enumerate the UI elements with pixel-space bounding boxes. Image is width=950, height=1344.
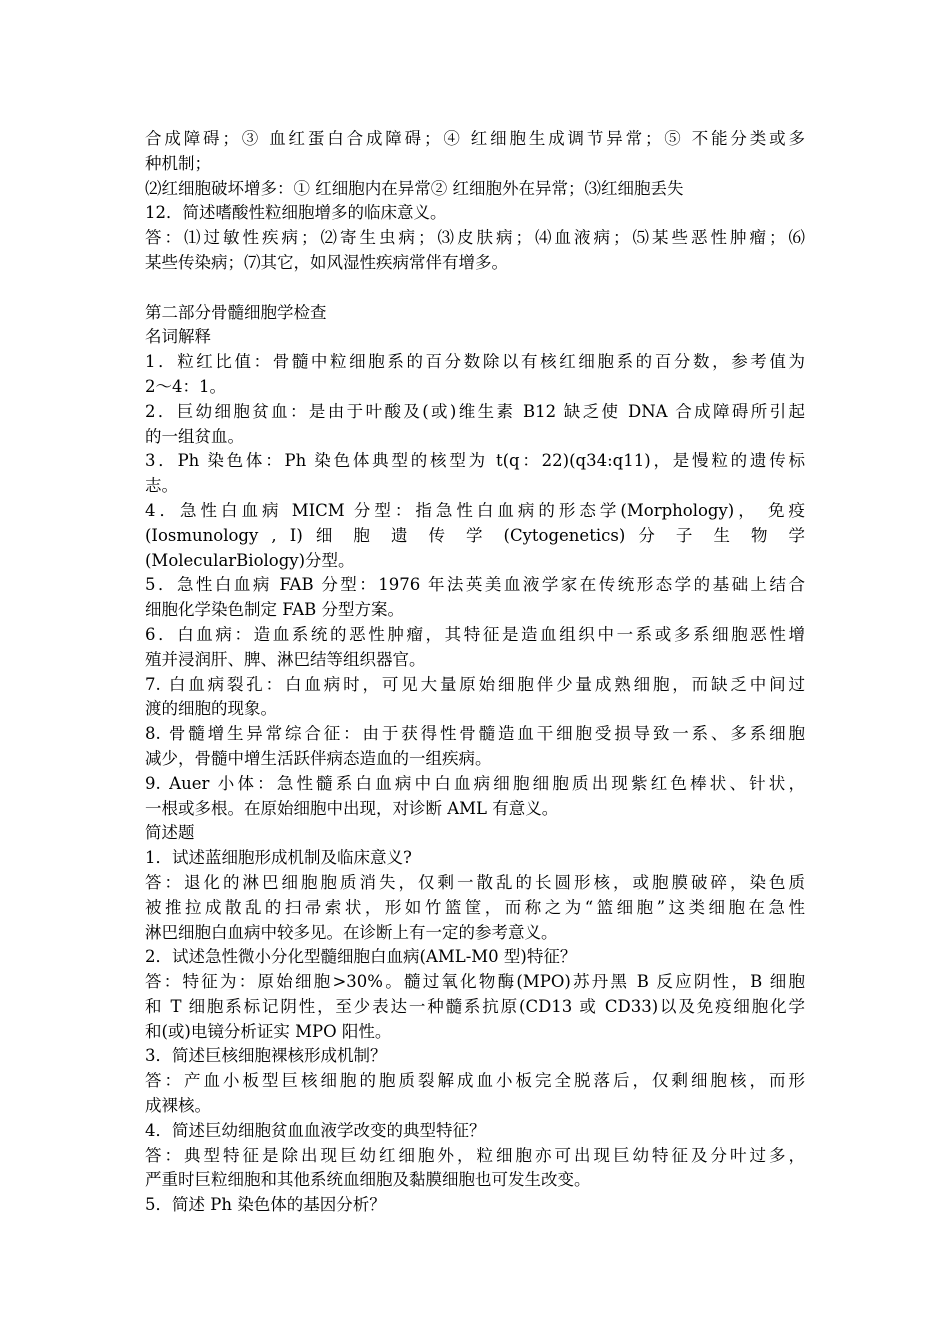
text-line: 合成障碍；③ 血红蛋白合成障碍；④ 红细胞生成调节异常；⑤ 不能分类或多	[145, 129, 805, 148]
text-line: 4．简述巨幼细胞贫血血液学改变的典型特征？	[145, 1120, 486, 1140]
text-line: 严重时巨粒细胞和其他系统血细胞及黏膜细胞也可发生改变。	[145, 1170, 591, 1190]
text-line: 5．急性白血病 FAB 分型：1976 年法英美血液学家在传统形态学的基础上结合	[145, 575, 805, 595]
document-page	[145, 127, 805, 1218]
text-line: 一根或多根。在原始细胞中出现，对诊断 AML 有意义。	[145, 798, 559, 818]
text-line: 和(或)电镜分析证实 MPO 阳性。	[145, 1021, 392, 1041]
text-line: 答：退化的淋巴细胞胞质消失，仅剩一散乱的长圆形核，或胞膜破碎，染色质	[145, 872, 805, 892]
text-line: 种机制；	[145, 153, 211, 173]
text-line: 名词解释	[145, 327, 211, 347]
text-line: 答：⑴过敏性疾病；⑵寄生虫病；⑶皮肤病；⑷血液病；⑸某些恶性肿瘤；⑹	[145, 228, 805, 248]
text-line: 殖并浸润肝、脾、淋巴结等组织器官。	[145, 649, 426, 669]
text-line: 2～4：1。	[145, 376, 226, 396]
text-line: 7. 白血病裂孔：白血病时，可见大量原始细胞伴少量成熟细胞，而缺乏中间过	[145, 674, 805, 694]
text-line: 5．简述 Ph 染色体的基因分析？	[145, 1195, 386, 1215]
text-line: 4．急性白血病 MICM 分型：指急性白血病的形态学(Morphology)， 免疫	[145, 500, 805, 520]
text-line: 简述题	[145, 823, 195, 843]
text-line: 减少，骨髓中增生活跃伴病态造血的一组疾病。	[145, 748, 492, 768]
text-line: (Iosmunology , I) 细 胞 遗 传 学 (Cytogenetics) 分 子 生 物 学	[145, 525, 805, 545]
text-line: 3．Ph 染色体：Ph 染色体典型的核型为 t(q：22)(q34:q11)，是慢粒的遗传标	[145, 451, 805, 471]
text-line: 答：产血小板型巨核细胞的胞质裂解成血小板完全脱落后，仅剩细胞核，而形	[145, 1071, 805, 1091]
text-line: 渡的细胞的现象。	[145, 699, 277, 719]
text-line: 某些传染病；⑺其它，如风湿性疾病常伴有增多。	[145, 252, 508, 272]
text-line: 答：典型特征是除出现巨幼红细胞外，粒细胞亦可出现巨幼特征及分叶过多，	[145, 1145, 805, 1165]
text-line: (MolecularBiology)分型。	[145, 550, 355, 570]
text-line: 的一组贫血。	[145, 426, 244, 446]
text-line: 2．试述急性微小分化型髓细胞白血病(AML-M0 型)特征？	[145, 947, 577, 967]
text-line: 12．简述嗜酸性粒细胞增多的临床意义。	[145, 203, 447, 223]
text-line: 2．巨幼细胞贫血：是由于叶酸及(或)维生素 B12 缺乏使 DNA 合成障碍所引起	[145, 401, 805, 421]
blank-line	[145, 276, 805, 301]
text-line: 1．试述蓝细胞形成机制及临床意义?	[145, 848, 412, 868]
text-line: 6．白血病：造血系统的恶性肿瘤，其特征是造血组织中一系或多系细胞恶性增	[145, 624, 805, 644]
text-line: 第二部分骨髓细胞学检查	[145, 302, 327, 322]
text-line: 和 T 细胞系标记阴性，至少表达一种髓系抗原(CD13 或 CD33)以及免疫细胞化学	[145, 996, 805, 1016]
text-line: 1．粒红比值：骨髓中粒细胞系的百分数除以有核红细胞系的百分数，参考值为	[145, 352, 805, 372]
text-line: 淋巴细胞白血病中较多见。在诊断上有一定的参考意义。	[145, 922, 558, 942]
text-line: 志。	[145, 476, 178, 496]
text-line: 8. 骨髓增生异常综合征：由于获得性骨髓造血干细胞受损导致一系、多系细胞	[145, 724, 805, 744]
text-line: 成裸核。	[145, 1096, 211, 1116]
text-line: ⑵红细胞破坏增多：① 红细胞内在异常② 红细胞外在异常；⑶红细胞丢失	[145, 178, 684, 198]
text-line: 被推拉成散乱的扫帚索状，形如竹篮筐，而称之为“篮细胞”这类细胞在急性	[145, 897, 805, 917]
text-line: 答：特征为：原始细胞>30%。髓过氧化物酶(MPO)苏丹黑 B 反应阴性，B 细胞	[145, 972, 805, 992]
text-line: 3．简述巨核细胞裸核形成机制？	[145, 1046, 387, 1066]
text-line: 9. Auer 小体：急性髓系白血病中白血病细胞细胞质出现紫红色棒状、针状，	[145, 773, 805, 793]
text-line: 细胞化学染色制定 FAB 分型方案。	[145, 600, 405, 620]
